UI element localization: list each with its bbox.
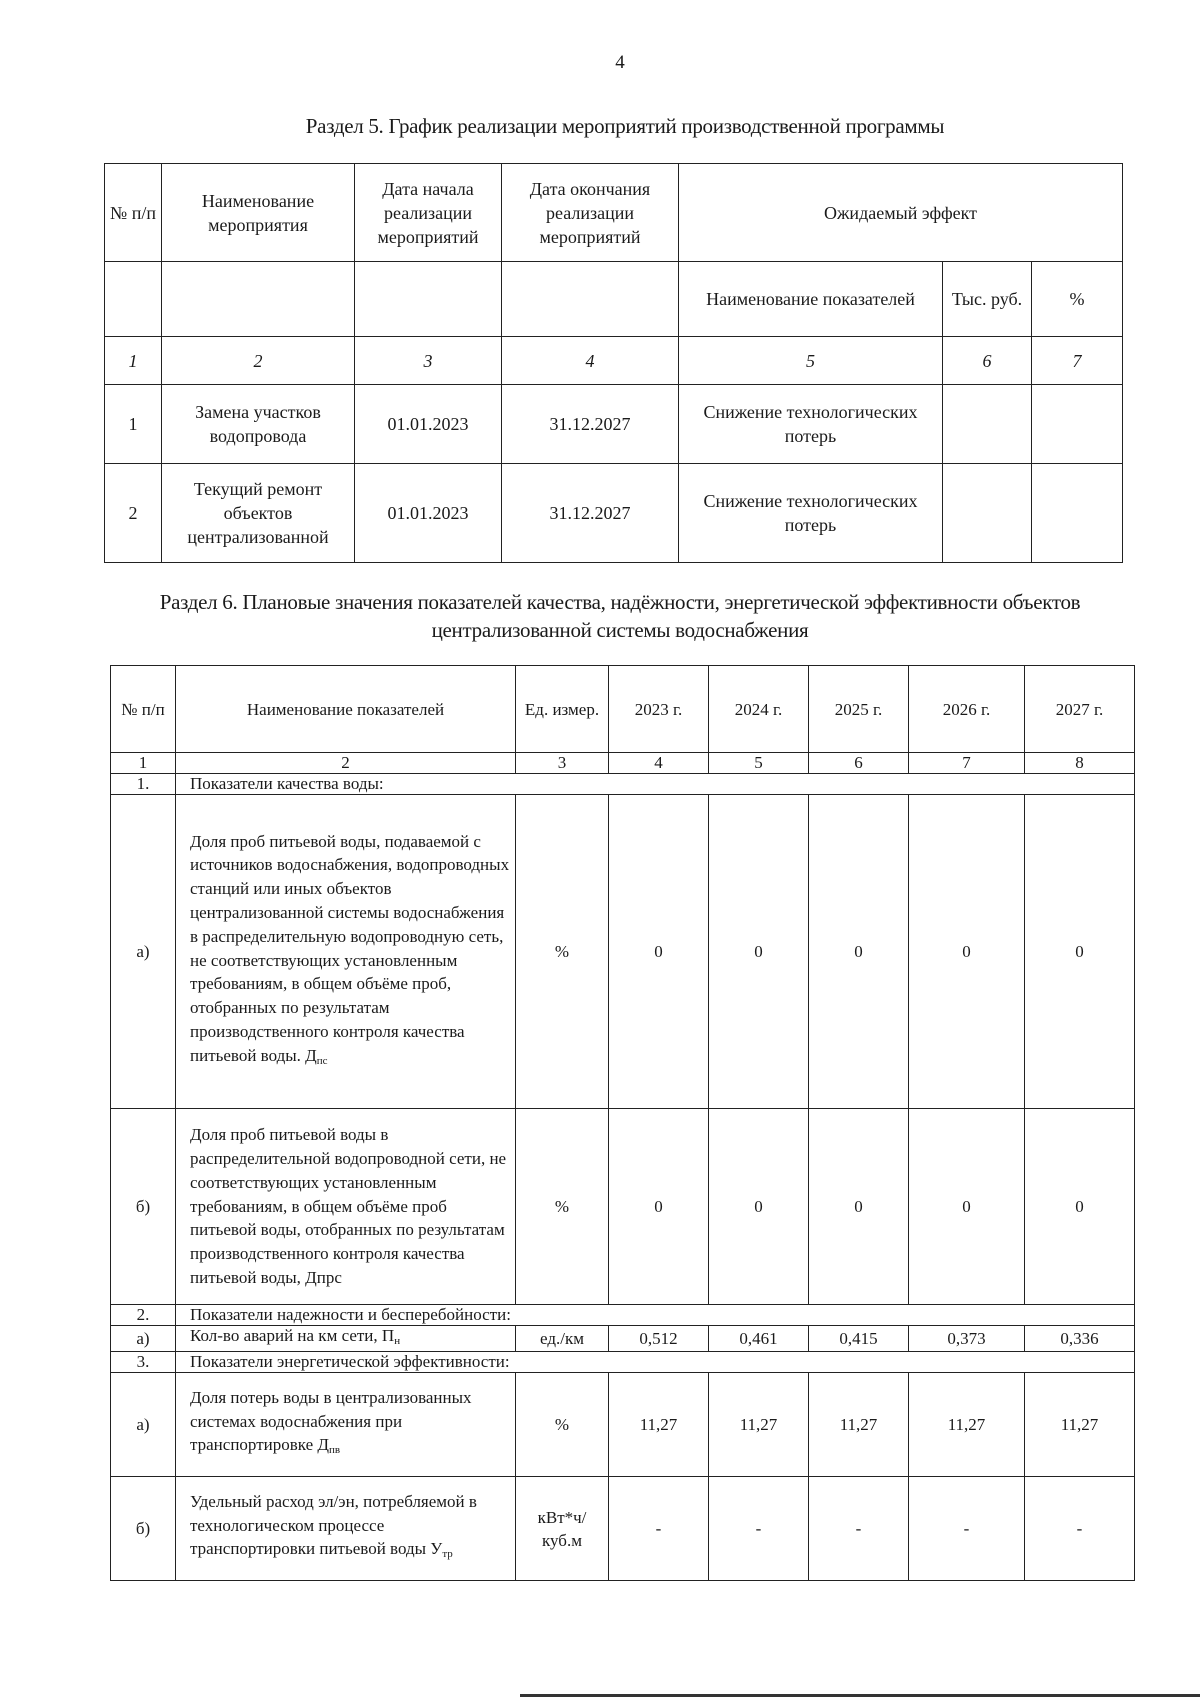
table-row [105, 464, 1123, 563]
row-value: 0,512 [609, 1326, 709, 1352]
row-value: 0 [709, 795, 809, 1109]
row-name: Текущий ремонт объектов централизованной [162, 464, 355, 563]
subscript: тр [442, 1548, 453, 1561]
section-6-table [110, 665, 1135, 1581]
header-year: 2024 г. [709, 666, 809, 753]
column-number-row [105, 337, 1123, 385]
group-row [111, 1305, 1135, 1326]
row-name: Замена участков водопровода [162, 385, 355, 464]
col-number: 2 [162, 337, 355, 385]
table-row [111, 1109, 1135, 1305]
row-value: 0 [809, 795, 909, 1109]
col-number: 5 [709, 753, 809, 774]
group-row [111, 774, 1135, 795]
col-number: 1 [105, 337, 162, 385]
row-name: Удельный расход эл/эн, потребляемой в технологическом процессе транспортировки питьевой воды $У_{тр}$ [176, 1477, 516, 1581]
row-unit: ед./км [516, 1326, 609, 1352]
row-value: 0 [1025, 1109, 1135, 1305]
row-unit: % [516, 795, 609, 1109]
table-row [111, 1477, 1135, 1581]
section-5-table [104, 163, 1123, 563]
row-value: 0 [1025, 795, 1135, 1109]
col-number: 2 [176, 753, 516, 774]
row-value: 11,27 [609, 1373, 709, 1477]
header-expected-effect: Ожидаемый эффект [679, 164, 1123, 262]
table-row [105, 385, 1123, 464]
col-number: 4 [609, 753, 709, 774]
row-start-date: 01.01.2023 [355, 385, 502, 464]
row-effect: Снижение технологических потерь [679, 464, 943, 563]
row-value: 11,27 [709, 1373, 809, 1477]
header-thousand-rub: Тыс. руб. [943, 262, 1032, 337]
row-value: - [609, 1477, 709, 1581]
table-row [111, 1373, 1135, 1477]
table-row [111, 795, 1135, 1109]
col-number: 4 [502, 337, 679, 385]
row-unit: % [516, 1373, 609, 1477]
header-year: 2025 г. [809, 666, 909, 753]
row-value: 11,27 [909, 1373, 1025, 1477]
row-value: 0 [609, 795, 709, 1109]
header-percent: % [1032, 262, 1123, 337]
col-number: 7 [1032, 337, 1123, 385]
header-num: № п/п [111, 666, 176, 753]
row-end-date: 31.12.2027 [502, 464, 679, 563]
row-num: 2 [105, 464, 162, 563]
row-value: 0 [709, 1109, 809, 1305]
col-number: 6 [943, 337, 1032, 385]
section-5-title: Раздел 5. График реализации мероприятий производственной программы [305, 114, 945, 138]
subscript: н [394, 1335, 401, 1347]
subscript: пв [328, 1444, 341, 1457]
row-value: 0,415 [809, 1326, 909, 1352]
row-num: 1 [105, 385, 162, 464]
row-num: б) [111, 1477, 176, 1581]
header-year: 2026 г. [909, 666, 1025, 753]
row-percent [1032, 385, 1123, 464]
table-header-row [111, 666, 1135, 753]
row-end-date: 31.12.2027 [502, 385, 679, 464]
section-6-title [0, 588, 1200, 644]
header-end-date: Дата окончания реализации мероприятий [502, 164, 679, 262]
row-name: Доля проб питьевой воды в распределительной водопроводной сети, не соответствующих установленным требованиям, в общем объёме проб питьевой воды, отобранных по результатам производственного контроля качества питьевой воды, Дпрс [176, 1109, 516, 1305]
col-number: 3 [355, 337, 502, 385]
column-number-row [111, 753, 1135, 774]
group-title: Показатели надежности и бесперебойности: [176, 1305, 1135, 1326]
scan-edge-line [520, 1694, 1200, 1697]
row-percent [1032, 464, 1123, 563]
table-subheader-row [105, 262, 1123, 337]
header-name: Наименование показателей [176, 666, 516, 753]
col-number: 1 [111, 753, 176, 774]
group-num: 2. [111, 1305, 176, 1326]
row-num: б) [111, 1109, 176, 1305]
row-value: 0,461 [709, 1326, 809, 1352]
row-value: 0,373 [909, 1326, 1025, 1352]
header-year: 2023 г. [609, 666, 709, 753]
row-value: - [1025, 1477, 1135, 1581]
col-number: 5 [679, 337, 943, 385]
header-year: 2027 г. [1025, 666, 1135, 753]
row-num: а) [111, 795, 176, 1109]
row-name: Кол-во аварий на км сети, $П_н$ [176, 1326, 516, 1352]
col-number: 3 [516, 753, 609, 774]
row-unit: кВт*ч/ куб.м [516, 1477, 609, 1581]
row-value: 0 [609, 1109, 709, 1305]
section-6-title-line-2: централизованной системы водоснабжения [431, 618, 809, 642]
row-value: - [809, 1477, 909, 1581]
row-value: 0 [809, 1109, 909, 1305]
row-rub [943, 385, 1032, 464]
subscript: пс [316, 1054, 328, 1067]
row-num: а) [111, 1326, 176, 1352]
header-num: № п/п [105, 164, 162, 262]
table-header-row [105, 164, 1123, 262]
table-row [111, 1326, 1135, 1352]
row-rub [943, 464, 1032, 563]
row-value: - [909, 1477, 1025, 1581]
row-value: 0 [909, 795, 1025, 1109]
row-value: 11,27 [1025, 1373, 1135, 1477]
row-value: 0 [909, 1109, 1025, 1305]
header-name: Наименование мероприятия [162, 164, 355, 262]
row-value: - [709, 1477, 809, 1581]
col-number: 8 [1025, 753, 1135, 774]
row-name: Доля потерь воды в централизованных системах водоснабжения при транспортировке $Д_{пв}$ [176, 1373, 516, 1477]
row-num: а) [111, 1373, 176, 1477]
page-number: 4 [615, 52, 625, 73]
group-title: Показатели энергетической эффективности: [176, 1352, 1135, 1373]
group-row [111, 1352, 1135, 1373]
row-start-date: 01.01.2023 [355, 464, 502, 563]
header-indicator-name: Наименование показателей [679, 262, 943, 337]
header-start-date: Дата начала реализации мероприятий [355, 164, 502, 262]
group-num: 3. [111, 1352, 176, 1373]
header-unit: Ед. измер. [516, 666, 609, 753]
group-num: 1. [111, 774, 176, 795]
row-name: Доля проб питьевой воды, подаваемой с источников водоснабжения, водопроводных станций или иных объектов централизованной системы водоснабжения в распределительную водопроводную сеть, не соответствующих установленным требованиям, в общем объёме проб, отобранных по результатам производственного контроля качества питьевой воды. $Д_{пс}$ [176, 795, 516, 1109]
section-6-title-line-1: Раздел 6. Плановые значения показателей качества, надёжности, энергетической эффективности объектов [159, 590, 1081, 614]
group-title: Показатели качества воды: [176, 774, 1135, 795]
row-value: 0,336 [1025, 1326, 1135, 1352]
row-unit: % [516, 1109, 609, 1305]
row-effect: Снижение технологических потерь [679, 385, 943, 464]
col-number: 6 [809, 753, 909, 774]
col-number: 7 [909, 753, 1025, 774]
row-value: 11,27 [809, 1373, 909, 1477]
